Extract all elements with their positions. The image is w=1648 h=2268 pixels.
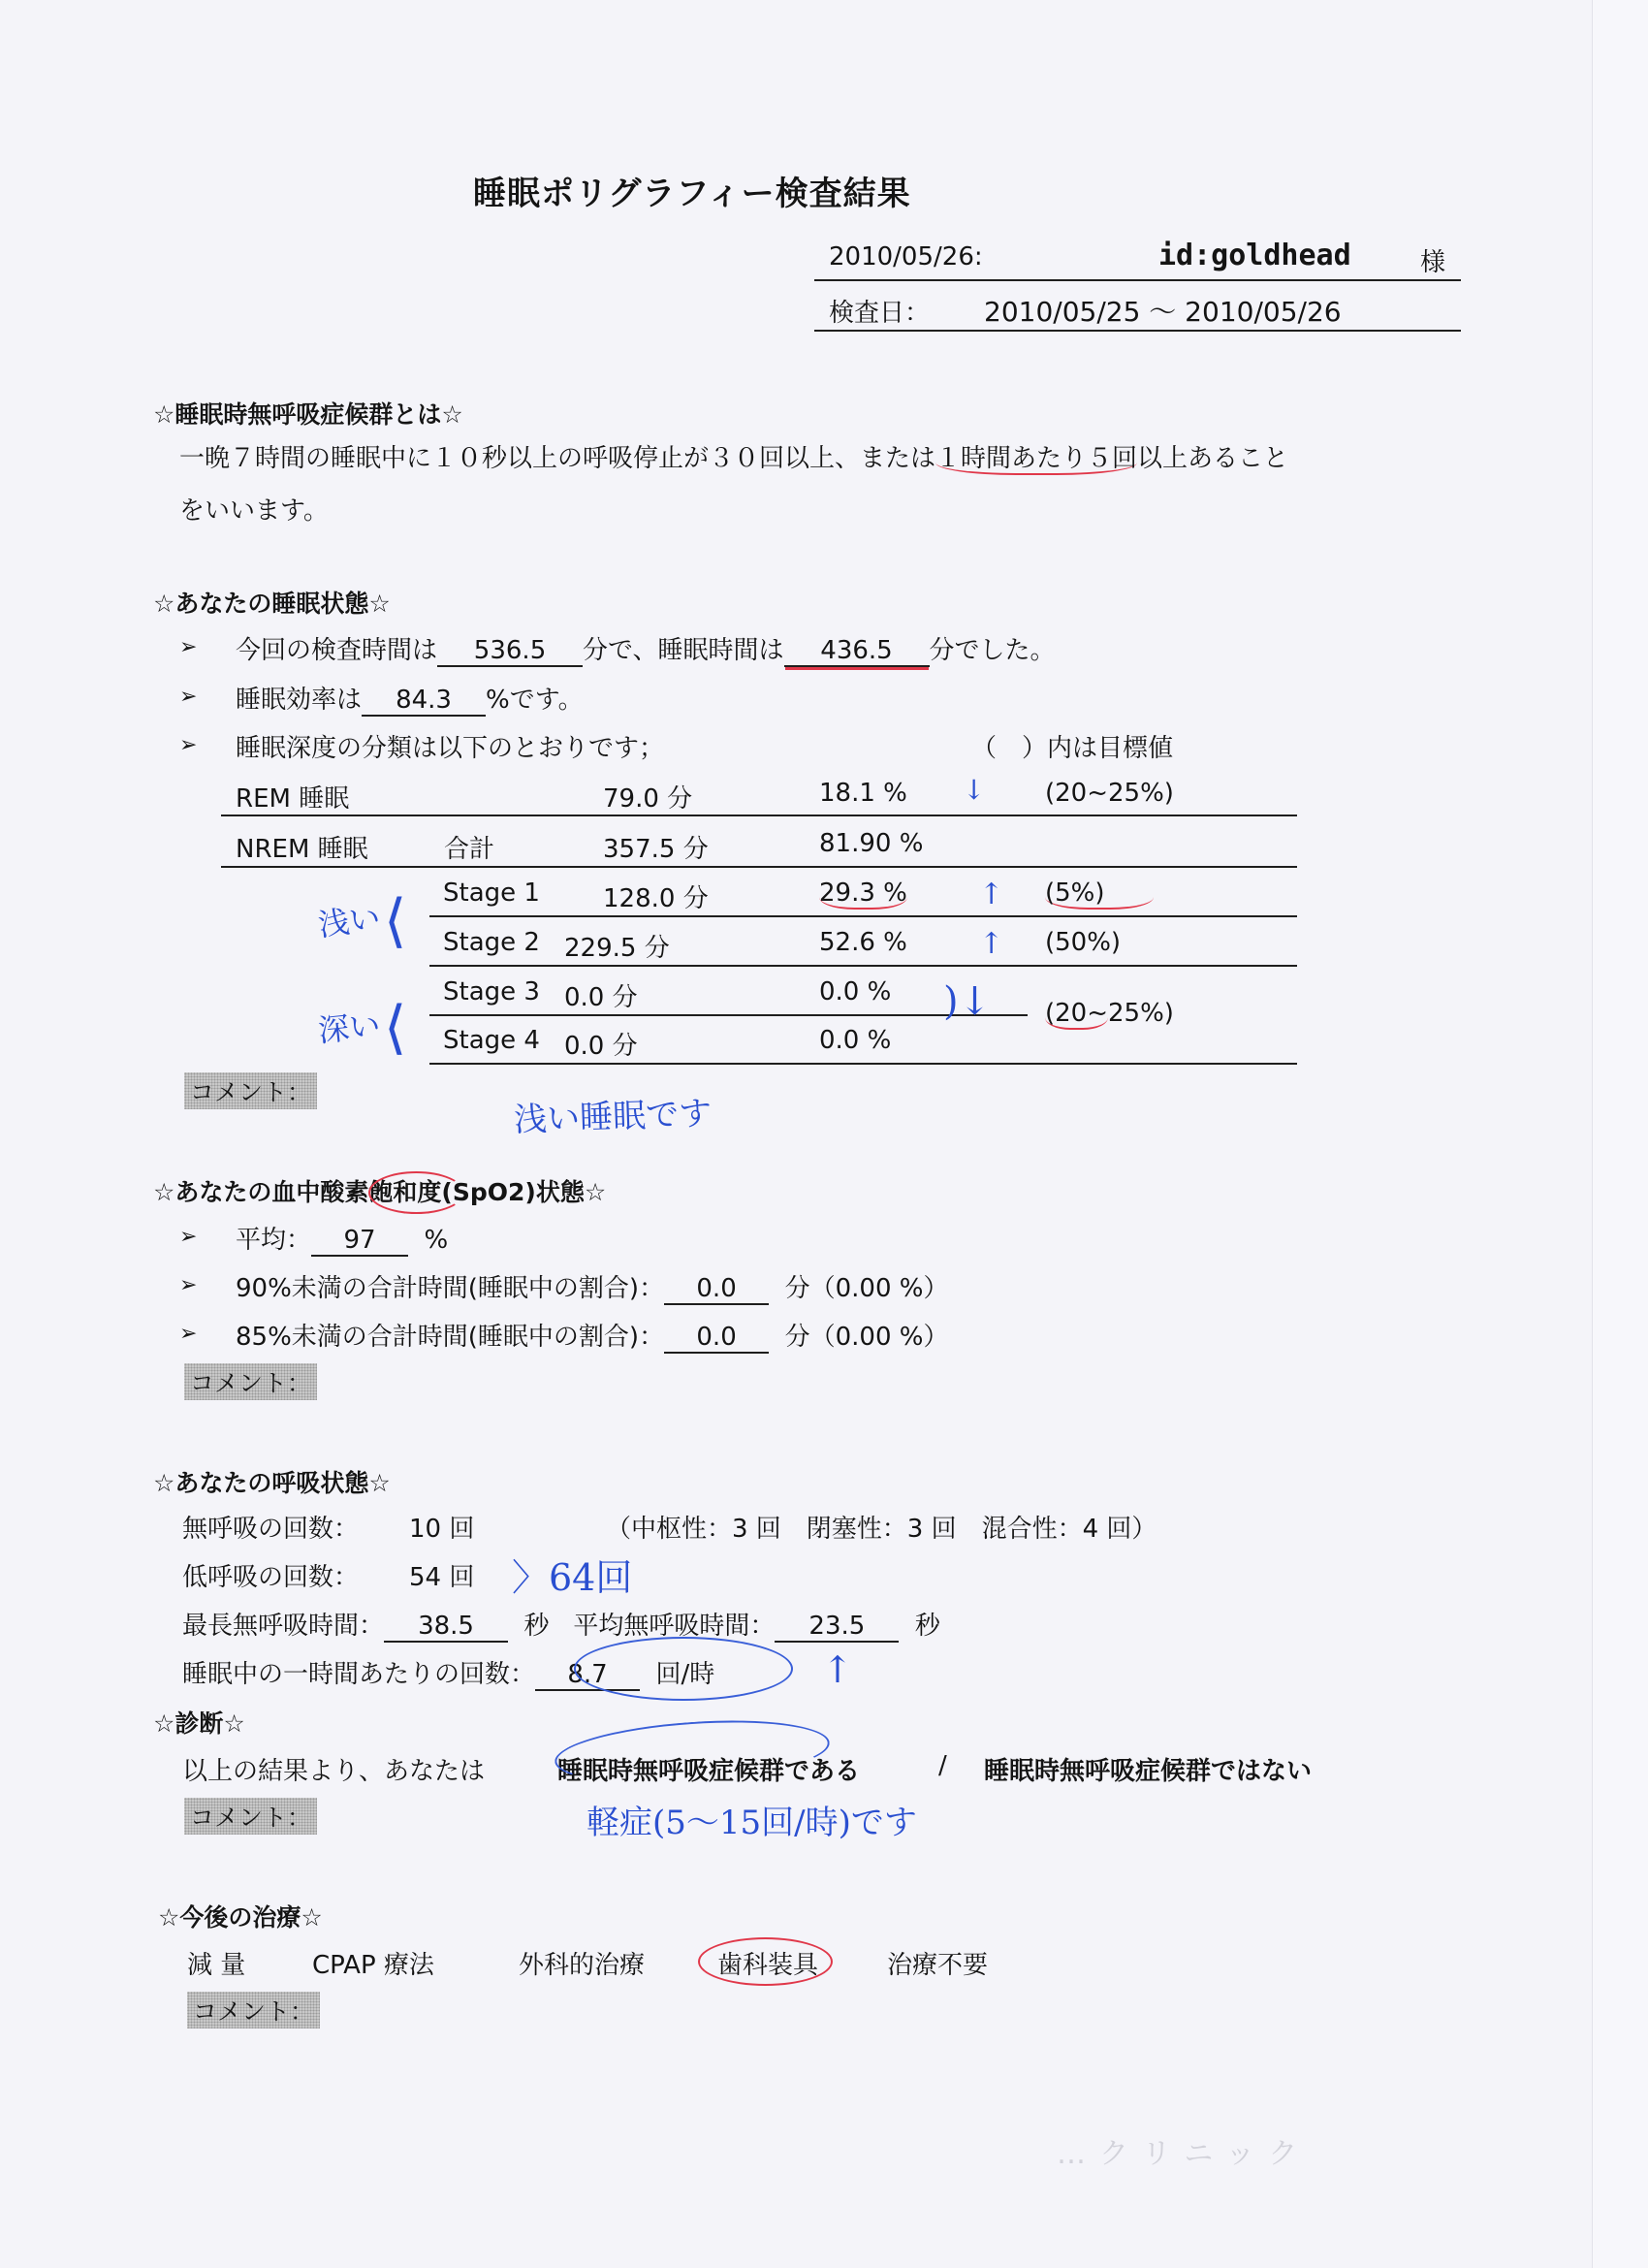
diagnosis-heading: ☆診断☆ [153,1709,245,1738]
row-stage4-label: Stage 4 [443,1026,540,1055]
spo2-below90-value: 0.0 [664,1274,769,1305]
table-divider [429,915,1297,917]
target-note: （ ）内は目標値 [971,734,1174,763]
hypopnea-label: 低呼吸の回数： [182,1563,360,1592]
comment-label: コメント： [184,1363,317,1400]
apnea-label: 無呼吸の回数： [182,1515,360,1544]
row-stage1-percent: 29.3 % [819,878,907,908]
down-arrow-annotation: ↓ [963,774,986,806]
comment-label: コメント： [184,1072,317,1109]
handwritten-deep: 深い [316,1006,383,1050]
up-arrow-annotation: ↑ [979,927,1004,961]
up-arrow-annotation: ↑ [822,1648,853,1691]
row-nrem-percent: 81.90 % [819,829,924,858]
apnea-breakdown: （中枢性：3 回 閉塞性：3 回 混合性：4 回） [606,1515,1157,1544]
average-apnea-label: 平均無呼吸時間： [573,1612,776,1641]
hypopnea-value: 54 回 [409,1563,475,1592]
spo2-avg-value: 97 [311,1226,408,1257]
apnea-value: 10 回 [409,1515,475,1544]
up-arrow-annotation: ↑ [979,878,1004,911]
bullet-icon: ➢ [179,1225,198,1249]
bullet-icon: ➢ [179,635,198,659]
spo2-below85-suffix: 分（0.00 %） [784,1323,949,1352]
sleep-time-suffix: 分でした。 [929,636,1056,665]
longest-apnea-line [182,1606,940,1643]
comment-label: コメント： [187,1992,320,2028]
row-rem-percent: 18.1 % [819,779,907,808]
spo2-avg-unit: % [424,1226,449,1255]
diagnosis-prefix: 以上の結果より、あなたは [182,1757,486,1786]
spo2-below85-label: 85%未満の合計時間(睡眠中の割合)： [236,1323,665,1352]
document-title: 睡眠ポリグラフィー検査結果 [473,175,911,213]
treatment-option-diet: 減 量 [187,1951,246,1980]
treatment-option-surgery: 外科的治療 [519,1951,646,1980]
row-stage3-label: Stage 3 [443,977,540,1006]
spo2-below90-label: 90%未満の合計時間(睡眠中の割合)： [236,1274,665,1303]
bracket-icon: ⟨ [384,887,407,955]
handwritten-comment: 浅い睡眠です [513,1094,713,1140]
diagnosis-option-no: 睡眠時無呼吸症候群ではない [984,1757,1313,1786]
spo2-avg-label: 平均： [236,1226,312,1255]
row-stage3-minutes: 0.0 分 [564,983,638,1012]
depth-intro: 睡眠深度の分類は以下のとおりです； [236,734,665,763]
table-divider [429,1014,1028,1016]
definition-text-highlight: １時間あたり５回 [935,444,1138,473]
row-rem-minutes: 79.0 分 [603,784,693,814]
treatment-option-dental: 歯科装具 [717,1951,819,1980]
bullet-icon: ➢ [179,1322,198,1346]
blue-circle-annotation [574,1637,793,1701]
breathing-heading: ☆あなたの呼吸状態☆ [153,1469,391,1497]
definition-text-a: 一晩７時間の睡眠中に１０秒以上の呼吸停止が３０回以上、または [179,444,936,473]
row-stage2-target: (50%) [1045,928,1122,957]
definition-text-c: 以上あること [1137,444,1289,473]
bracket-icon: ⟨ [384,994,407,1062]
row-stage1-target: (5%) [1045,878,1154,910]
down-arrow-annotation: )↓ [943,979,992,1024]
table-divider [221,815,1297,816]
red-circle-annotation [698,1937,833,1986]
row-stage2-label: Stage 2 [443,928,540,957]
header-divider-1 [814,279,1461,281]
row-stage4-minutes: 0.0 分 [564,1032,638,1061]
table-divider [429,965,1297,967]
exam-date-range: 2010/05/25 ～ 2010/05/26 [984,296,1342,328]
comment-label: コメント： [184,1798,317,1835]
exam-time-value: 536.5 [437,636,583,667]
report-date: 2010/05/26: [829,242,983,272]
row-stage4-percent: 0.0 % [819,1026,892,1055]
definition-text-2: をいいます。 [179,496,329,526]
spo2-below85-value: 0.0 [664,1323,769,1354]
sleep-time-value: 436.5 [784,636,930,667]
target-rest: 25%) [1108,999,1174,1028]
longest-apnea-unit: 秒 [523,1612,550,1641]
exam-date-label: 検査日： [829,299,931,328]
treatment-option-none: 治療不要 [887,1951,989,1980]
bullet-icon: ➢ [179,1273,198,1297]
efficiency-line [236,680,584,717]
spo2-avg-line [236,1220,448,1257]
efficiency-prefix: 睡眠効率は [236,686,363,715]
treatment-heading: ☆今後の治療☆ [158,1903,323,1932]
average-apnea-value: 23.5 [775,1612,899,1643]
clinic-stamp: …クリニック [1057,2137,1312,2171]
handwritten-shallow: 浅い [315,898,383,944]
spo2-below90-suffix: 分（0.00 %） [784,1274,949,1303]
row-stage2-minutes: 229.5 分 [564,934,670,963]
treatment-option-cpap: CPAP 療法 [312,1951,434,1980]
spo2-below85-line [236,1317,948,1354]
exam-time-mid: 分で、睡眠時間は [583,636,784,665]
red-circle-annotation [368,1171,464,1214]
efficiency-suffix: %です。 [486,686,584,715]
diagnosis-option-yes: 睡眠時無呼吸症候群である [557,1757,861,1786]
table-divider [429,1063,1297,1065]
definition-text [179,438,1288,474]
header-divider-2 [814,330,1461,332]
spo2-below90-line [236,1268,948,1305]
row-nrem-label: NREM 睡眠 [236,835,368,864]
diagnosis-separator: / [938,1751,947,1780]
ahi-label: 睡眠中の一時間あたりの回数： [182,1660,536,1689]
bullet-icon: ➢ [179,685,198,709]
row-rem-label: REM 睡眠 [236,784,350,814]
row-stage1-minutes: 128.0 分 [603,884,709,913]
honorific: 様 [1420,248,1446,277]
row-stage2-percent: 52.6 % [819,928,907,957]
row-stage1-label: Stage 1 [443,878,540,908]
row-stage34-target: (20~25%) [1045,999,1174,1028]
efficiency-value: 84.3 [362,686,486,717]
handwritten-total: 〉64回 [512,1556,633,1599]
row-rem-target: (20~25%) [1045,779,1174,808]
patient-id: id:goldhead [1158,239,1351,272]
ahi-value: 8.7 [535,1660,640,1691]
spo2-heading-text: ☆あなたの血中酸素飽和度(SpO2)状態☆ [153,1178,607,1206]
longest-apnea-value: 38.5 [384,1612,508,1643]
row-nrem-sub: 合計 [444,835,495,864]
longest-apnea-label: 最長無呼吸時間： [182,1612,385,1641]
row-nrem-minutes: 357.5 分 [603,835,709,864]
table-divider [221,866,1297,868]
exam-time-prefix: 今回の検査時間は [236,636,438,665]
ahi-unit: 回/時 [655,1660,715,1689]
definition-heading: ☆睡眠時無呼吸症候群とは☆ [153,400,463,429]
sleep-state-heading: ☆あなたの睡眠状態☆ [153,590,391,618]
bullet-icon: ➢ [179,733,198,757]
exam-time-line [236,630,1056,667]
average-apnea-unit: 秒 [914,1612,940,1641]
handwritten-comment: 軽症(5〜15回/時)です [586,1804,917,1842]
row-stage3-percent: 0.0 % [819,977,892,1006]
